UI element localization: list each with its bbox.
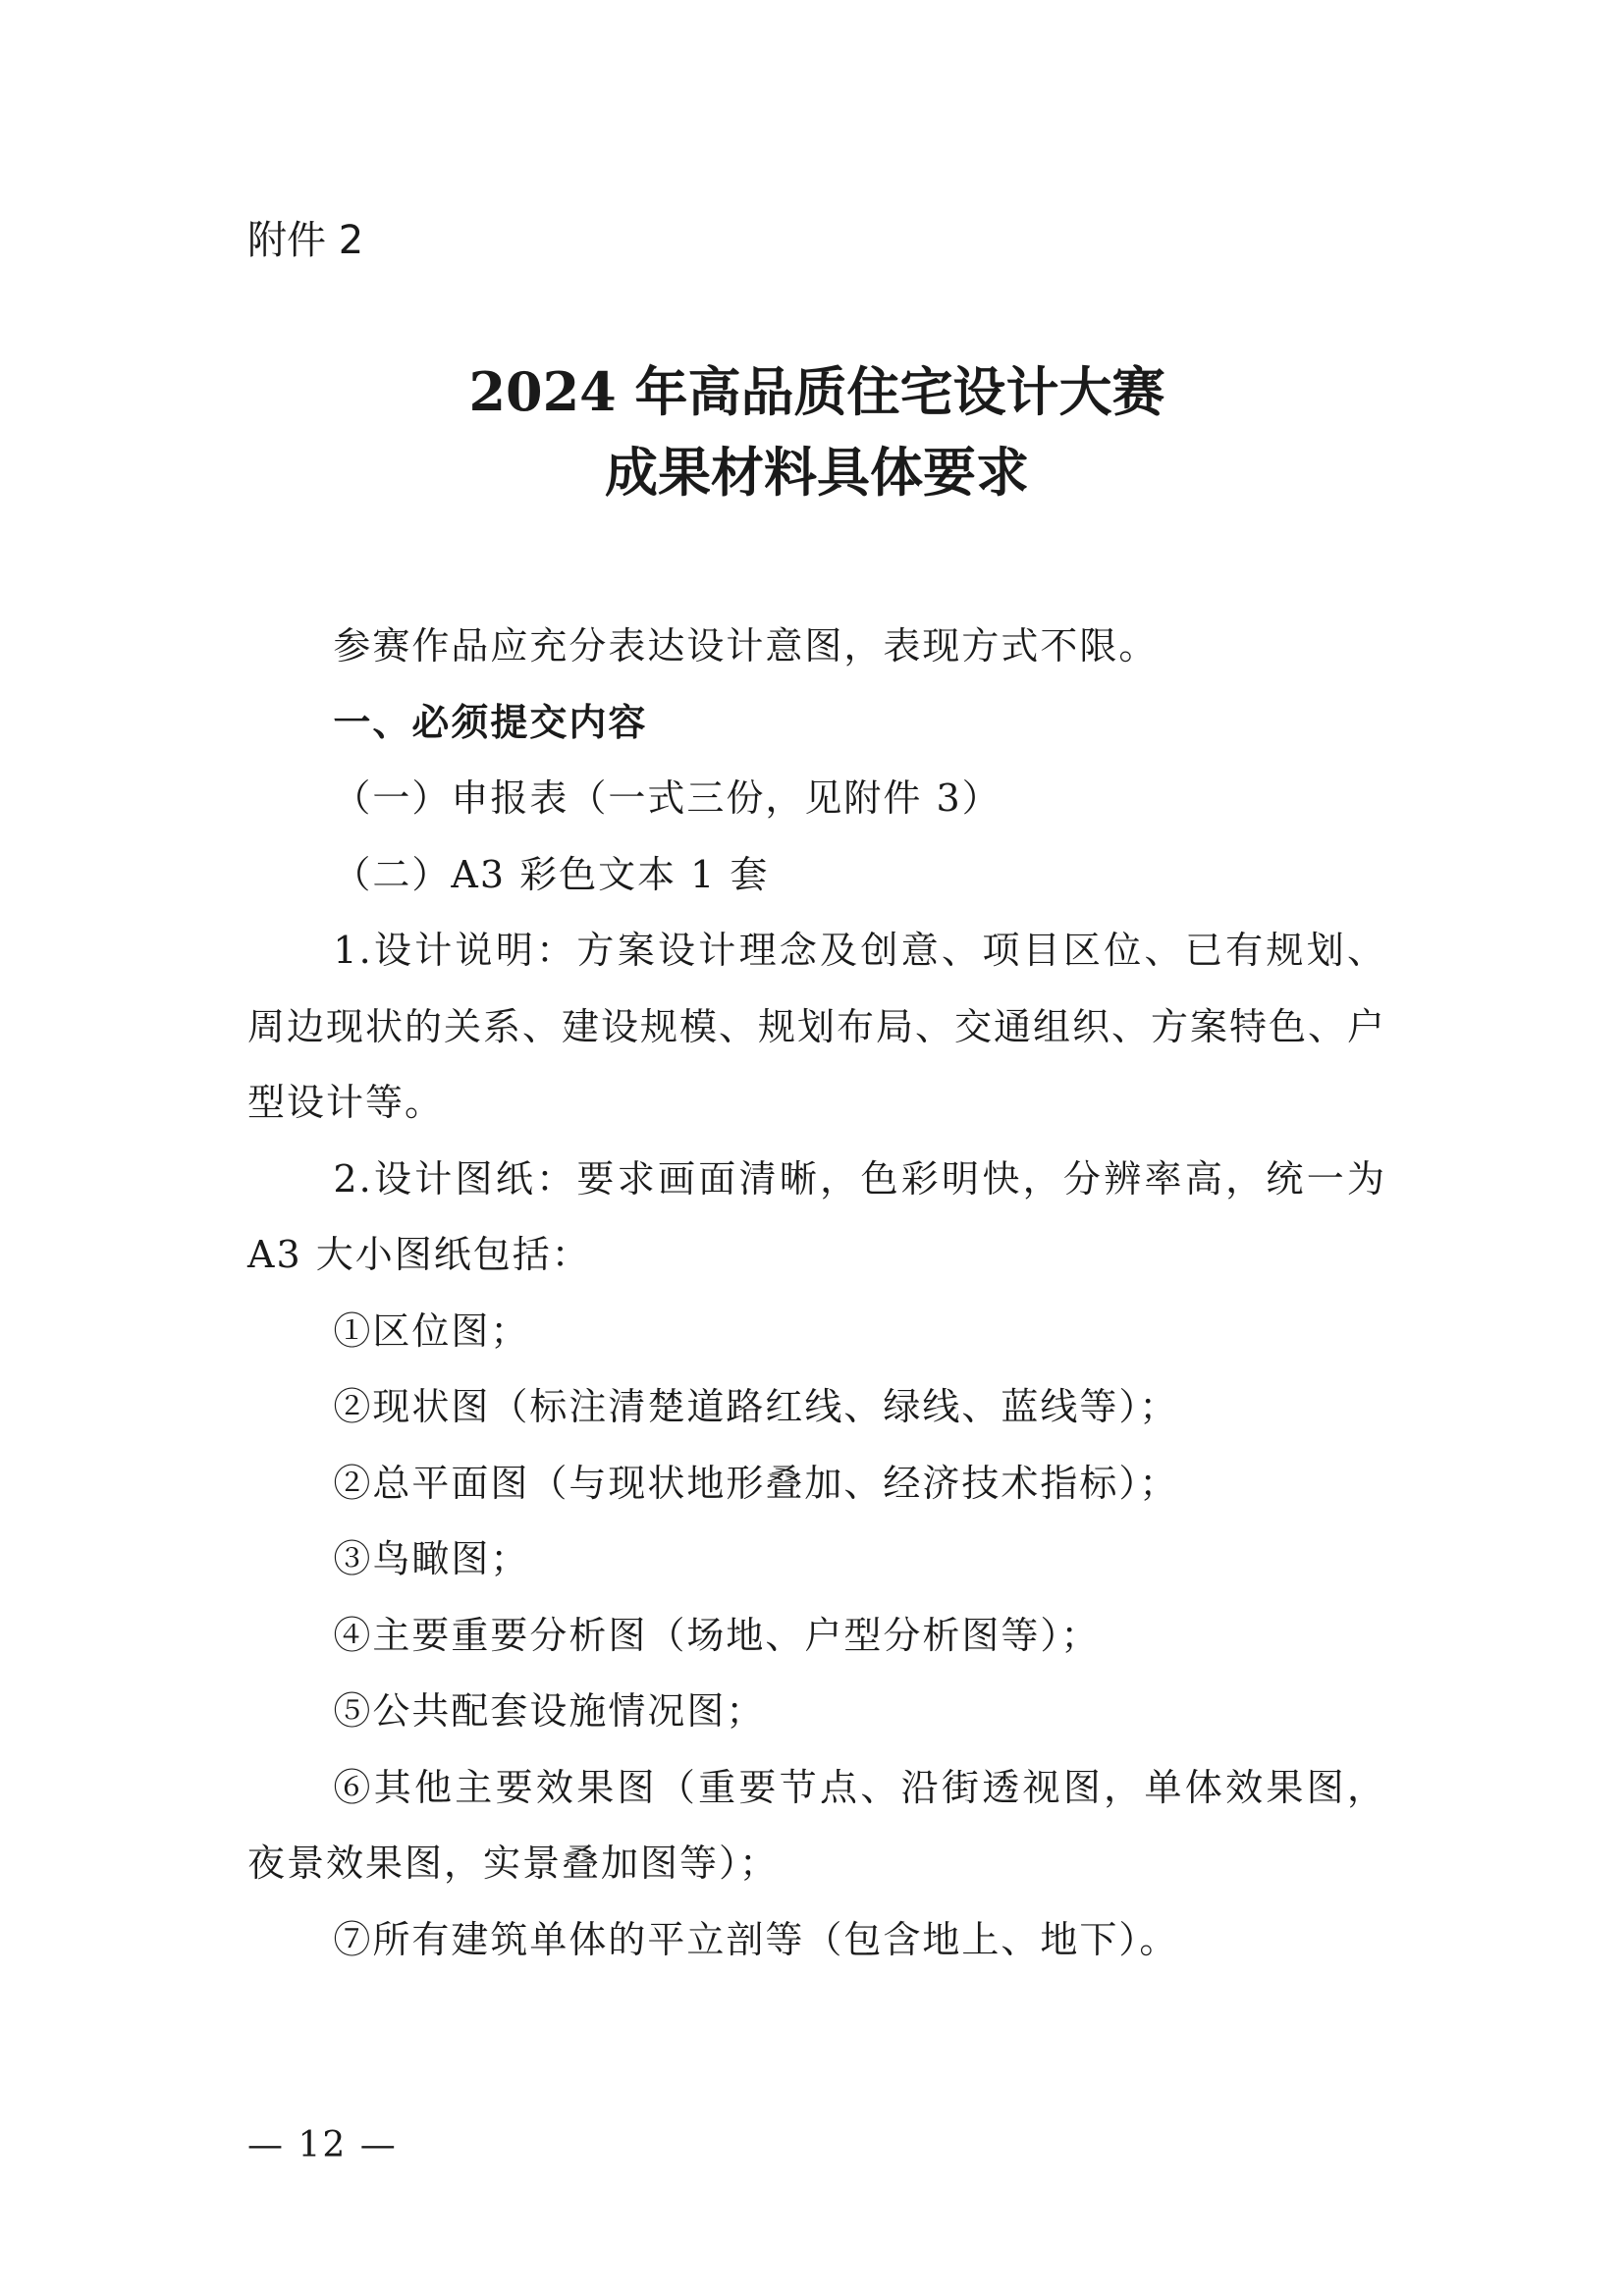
document-title	[247, 351, 1386, 512]
attachment-label: 附件 2	[247, 218, 364, 263]
design-description-item: 1.设计说明：方案设计理念及创意、项目区位、已有规划、周边现状的关系、建设规模、规划布局、交通组织、方案特色、户型设计等。	[247, 929, 1387, 1124]
drawing-list-item: ②总平面图（与现状地形叠加、经济技术指标）；	[333, 1461, 1179, 1505]
drawing-list-item: ⑥其他主要效果图（重要节点、沿街透视图，单体效果图，夜景效果图，实景叠加图等）；	[247, 1765, 1386, 1885]
drawing-list-item: ③鸟瞰图；	[333, 1537, 530, 1580]
title-line-1: 2024 年高品质住宅设计大赛	[468, 360, 1165, 423]
section-heading: 一、必须提交内容	[333, 700, 648, 744]
title-line-2: 成果材料具体要求	[605, 441, 1029, 504]
design-drawings-item: 2.设计图纸：要求画面清晰，色彩明快，分辨率高，统一为 A3 大小图纸包括：	[247, 1156, 1386, 1276]
intro-paragraph: 参赛作品应充分表达设计意图，表现方式不限。	[333, 624, 1159, 667]
subsection-application-form: （一）申报表（一式三份，见附件 3）	[333, 776, 1001, 820]
drawing-list-item: ⑤公共配套设施情况图；	[333, 1689, 766, 1733]
drawing-list-item: ①区位图；	[333, 1308, 530, 1353]
drawing-list-item: ⑦所有建筑单体的平立剖等（包含地上、地下）。	[333, 1917, 1179, 1961]
drawing-list-item: ④主要重要分析图（场地、户型分析图等）；	[333, 1613, 1101, 1657]
drawing-list-item: ②现状图（标注清楚道路红线、绿线、蓝线等）；	[333, 1385, 1179, 1428]
page-number: — 12 —	[247, 2125, 398, 2165]
document-body	[247, 609, 1386, 1978]
subsection-a3-text: （二）A3 彩色文本 1 套	[333, 852, 770, 896]
